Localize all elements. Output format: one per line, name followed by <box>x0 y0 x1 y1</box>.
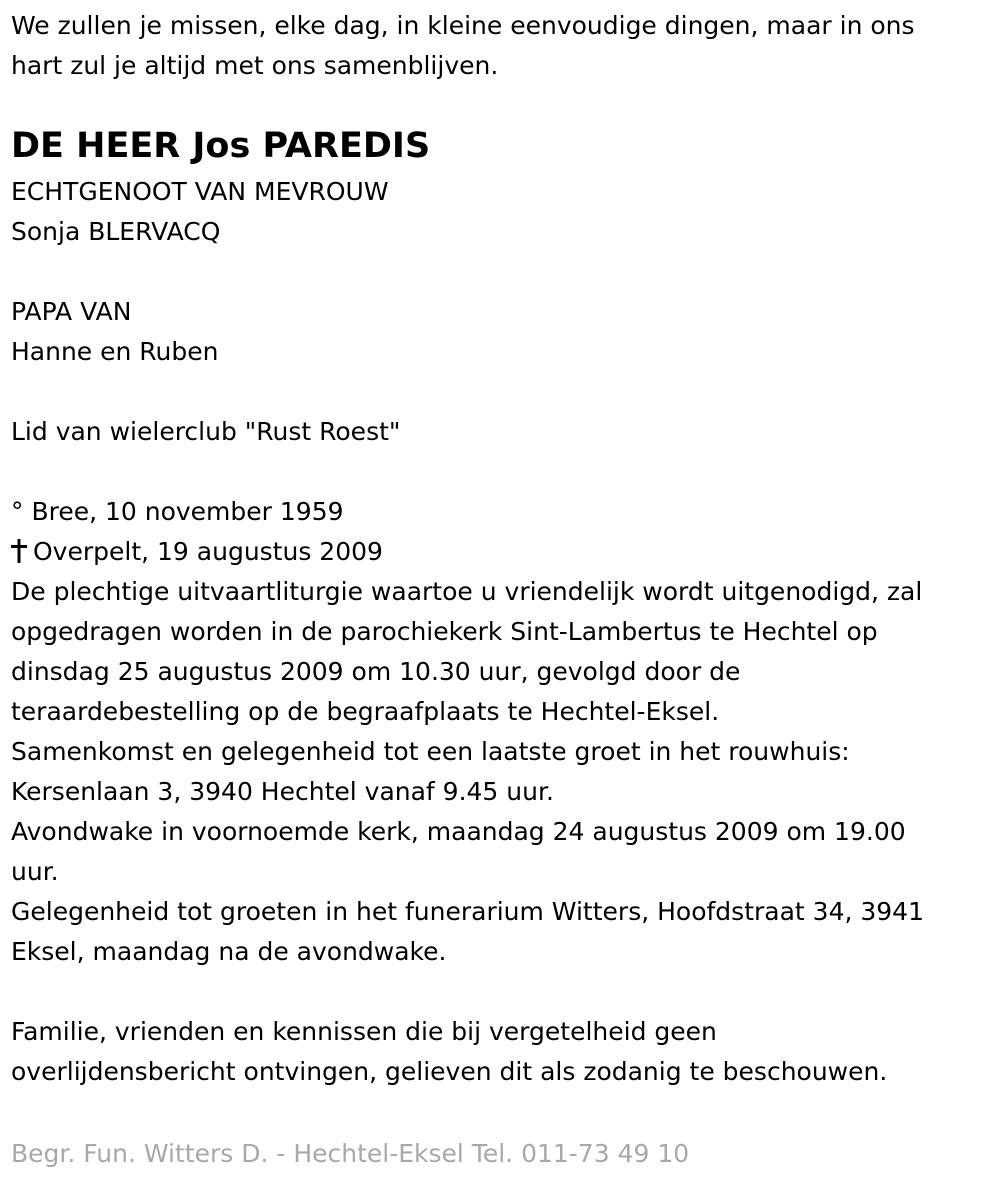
spouse-label: ECHTGENOOT VAN MEVROUW <box>11 177 389 206</box>
children-names: Hanne en Ruben <box>11 337 219 366</box>
spouse-block <box>11 172 389 252</box>
funeral-line: teraardebestelling op de begraafplaats te Hechtel-Eksel. <box>11 697 720 726</box>
funeral-details <box>11 572 924 972</box>
funeral-line: De plechtige uitvaartliturgie waartoe u vriendelijk wordt uitgenodigd, zal <box>11 577 923 606</box>
membership-block <box>11 412 400 452</box>
funeral-home-footer: Begr. Fun. Witters D. - Hechtel-Eksel Tel. 011-73 49 10 <box>11 1139 690 1168</box>
funeral-line: Avondwake in voornoemde kerk, maandag 24 augustus 2009 om 19.00 <box>11 817 906 846</box>
funeral-line: Gelegenheid tot groeten in het funerarium Witters, Hoofdstraat 34, 3941 <box>11 897 924 926</box>
membership-text: Lid van wielerclub "Rust Roest" <box>11 417 401 446</box>
funeral-line: uur. <box>11 857 59 886</box>
spouse-name: Sonja BLERVACQ <box>11 217 221 246</box>
funeral-line: Samenkomst en gelegenheid tot een laatste groet in het rouwhuis: <box>11 737 850 766</box>
dates-block <box>11 492 383 572</box>
cross-icon <box>11 539 27 563</box>
notice-line: overlijdensbericht ontvingen, gelieven dit als zodanig te beschouwen. <box>11 1057 888 1086</box>
notice-line: Familie, vrienden en kennissen die bij vergetelheid geen <box>11 1017 717 1046</box>
memorial-quote <box>11 6 915 86</box>
children-block <box>11 292 219 372</box>
death-date: Overpelt, 19 augustus 2009 <box>33 537 383 566</box>
death-date-line <box>11 532 383 572</box>
quote-line: We zullen je missen, elke dag, in kleine eenvoudige dingen, maar in ons <box>11 11 915 40</box>
children-label: PAPA VAN <box>11 297 132 326</box>
quote-line: hart zul je altijd met ons samenblijven. <box>11 51 499 80</box>
notice-block <box>11 1012 887 1092</box>
birth-date: ° Bree, 10 november 1959 <box>11 497 344 526</box>
deceased-name: DE HEER Jos PAREDIS <box>11 126 431 166</box>
funeral-line: opgedragen worden in de parochiekerk Sint-Lambertus te Hechtel op <box>11 617 878 646</box>
funeral-line: dinsdag 25 augustus 2009 om 10.30 uur, gevolgd door de <box>11 657 741 686</box>
funeral-line: Kersenlaan 3, 3940 Hechtel vanaf 9.45 uur. <box>11 777 554 806</box>
funeral-line: Eksel, maandag na de avondwake. <box>11 937 447 966</box>
